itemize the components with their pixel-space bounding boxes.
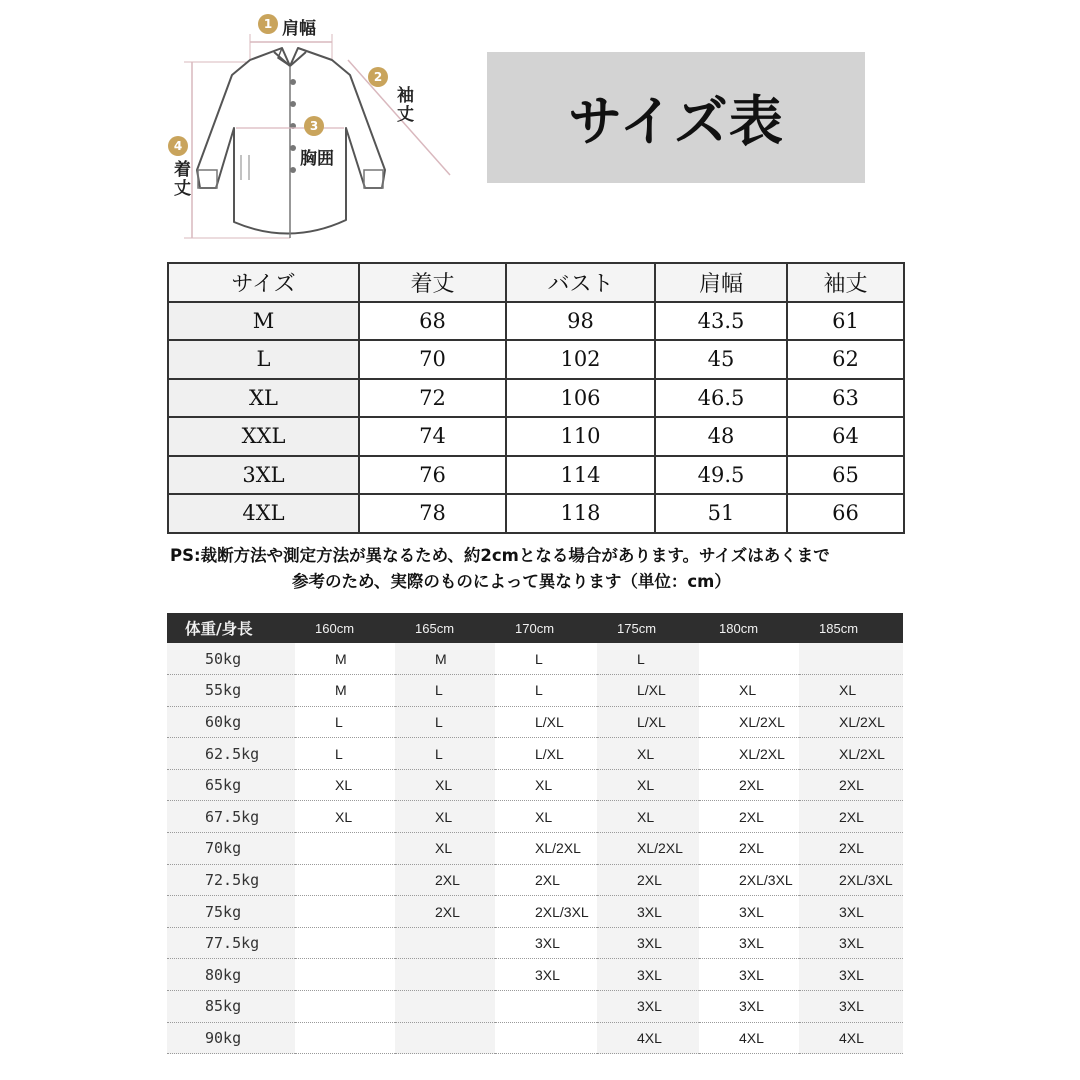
recommended-size-cell: 3XL bbox=[699, 959, 799, 991]
weight-cell: 65kg bbox=[167, 769, 295, 801]
recommended-size-cell: M bbox=[295, 643, 395, 675]
recommended-size-cell: XL/2XL bbox=[597, 833, 699, 865]
recommended-size-cell: 2XL bbox=[699, 833, 799, 865]
recommended-size-cell bbox=[495, 1022, 597, 1054]
header-weight-height: 体重/身長 bbox=[167, 613, 295, 643]
recommended-size-cell bbox=[395, 991, 495, 1023]
measurement-cell: 46.5 bbox=[655, 379, 787, 418]
recommended-size-cell: 2XL bbox=[395, 864, 495, 896]
recommended-size-cell: L bbox=[295, 738, 395, 770]
recommended-size-cell: XL bbox=[799, 675, 903, 707]
label-number-2: 2 bbox=[368, 67, 388, 87]
size-cell: XL bbox=[168, 379, 359, 418]
measurement-cell: 48 bbox=[655, 417, 787, 456]
recommended-size-cell: XL/2XL bbox=[699, 706, 799, 738]
label-length: 着丈 bbox=[170, 160, 190, 198]
weight-height-header-row bbox=[167, 613, 903, 643]
label-number-3: 3 bbox=[304, 116, 324, 136]
weight-height-row bbox=[167, 769, 903, 801]
size-table-row bbox=[168, 340, 904, 379]
weight-height-row bbox=[167, 959, 903, 991]
recommended-size-cell: 3XL bbox=[597, 991, 699, 1023]
recommended-size-cell bbox=[495, 991, 597, 1023]
recommended-size-cell: L/XL bbox=[597, 706, 699, 738]
recommended-size-cell bbox=[295, 927, 395, 959]
weight-cell: 50kg bbox=[167, 643, 295, 675]
recommended-size-cell: 3XL bbox=[597, 927, 699, 959]
recommended-size-cell: M bbox=[295, 675, 395, 707]
header-length: 着丈 bbox=[359, 263, 506, 302]
recommended-size-cell: L/XL bbox=[495, 738, 597, 770]
recommended-size-cell: 3XL bbox=[495, 959, 597, 991]
recommended-size-cell: XL/2XL bbox=[495, 833, 597, 865]
weight-height-row bbox=[167, 864, 903, 896]
size-table-row bbox=[168, 417, 904, 456]
recommended-size-cell: XL bbox=[495, 801, 597, 833]
weight-cell: 72.5kg bbox=[167, 864, 295, 896]
label-number-4: 4 bbox=[168, 136, 188, 156]
size-cell: M bbox=[168, 302, 359, 341]
weight-cell: 75kg bbox=[167, 896, 295, 928]
recommended-size-cell: 2XL/3XL bbox=[699, 864, 799, 896]
weight-height-row bbox=[167, 738, 903, 770]
size-cell: XXL bbox=[168, 417, 359, 456]
size-table bbox=[167, 262, 905, 534]
recommended-size-cell: XL bbox=[395, 801, 495, 833]
recommended-size-cell: 2XL/3XL bbox=[799, 864, 903, 896]
measurement-cell: 65 bbox=[787, 456, 904, 495]
weight-cell: 90kg bbox=[167, 1022, 295, 1054]
weight-height-row bbox=[167, 706, 903, 738]
size-cell: 3XL bbox=[168, 456, 359, 495]
weight-height-row bbox=[167, 927, 903, 959]
weight-cell: 80kg bbox=[167, 959, 295, 991]
measurement-cell: 114 bbox=[506, 456, 655, 495]
measurement-cell: 68 bbox=[359, 302, 506, 341]
weight-cell: 85kg bbox=[167, 991, 295, 1023]
weight-height-table bbox=[167, 613, 903, 1054]
weight-cell: 60kg bbox=[167, 706, 295, 738]
recommended-size-cell bbox=[295, 896, 395, 928]
recommended-size-cell: XL bbox=[597, 769, 699, 801]
weight-height-row bbox=[167, 896, 903, 928]
recommended-size-cell: XL bbox=[597, 801, 699, 833]
recommended-size-cell: 3XL bbox=[799, 927, 903, 959]
recommended-size-cell: XL bbox=[495, 769, 597, 801]
recommended-size-cell: XL bbox=[597, 738, 699, 770]
measurement-cell: 74 bbox=[359, 417, 506, 456]
recommended-size-cell bbox=[395, 1022, 495, 1054]
weight-cell: 55kg bbox=[167, 675, 295, 707]
measurement-cell: 110 bbox=[506, 417, 655, 456]
measurement-cell: 72 bbox=[359, 379, 506, 418]
recommended-size-cell bbox=[295, 833, 395, 865]
recommended-size-cell: XL bbox=[395, 769, 495, 801]
recommended-size-cell: L bbox=[395, 675, 495, 707]
size-table-row bbox=[168, 456, 904, 495]
recommended-size-cell bbox=[395, 959, 495, 991]
recommended-size-cell bbox=[295, 959, 395, 991]
weight-cell: 70kg bbox=[167, 833, 295, 865]
measurement-cell: 62 bbox=[787, 340, 904, 379]
header-size: サイズ bbox=[168, 263, 359, 302]
recommended-size-cell: L bbox=[597, 643, 699, 675]
recommended-size-cell: 3XL bbox=[699, 927, 799, 959]
recommended-size-cell: XL bbox=[395, 833, 495, 865]
weight-height-row bbox=[167, 675, 903, 707]
header-height: 170cm bbox=[495, 613, 597, 643]
recommended-size-cell: 3XL bbox=[597, 959, 699, 991]
recommended-size-cell: XL/2XL bbox=[699, 738, 799, 770]
recommended-size-cell bbox=[395, 927, 495, 959]
recommended-size-cell: 2XL bbox=[799, 833, 903, 865]
measurement-cell: 106 bbox=[506, 379, 655, 418]
recommended-size-cell: L bbox=[395, 706, 495, 738]
measurement-cell: 76 bbox=[359, 456, 506, 495]
header-height: 175cm bbox=[597, 613, 699, 643]
recommended-size-cell: 2XL bbox=[799, 769, 903, 801]
measurement-cell: 102 bbox=[506, 340, 655, 379]
recommended-size-cell: L bbox=[395, 738, 495, 770]
header-height: 180cm bbox=[699, 613, 799, 643]
size-table-row bbox=[168, 494, 904, 533]
recommended-size-cell bbox=[295, 864, 395, 896]
recommended-size-cell: L bbox=[495, 675, 597, 707]
size-cell: 4XL bbox=[168, 494, 359, 533]
measurement-cell: 49.5 bbox=[655, 456, 787, 495]
weight-height-row bbox=[167, 801, 903, 833]
recommended-size-cell: 4XL bbox=[597, 1022, 699, 1054]
measurement-cell: 45 bbox=[655, 340, 787, 379]
weight-cell: 77.5kg bbox=[167, 927, 295, 959]
recommended-size-cell: 3XL bbox=[799, 991, 903, 1023]
recommended-size-cell: XL/2XL bbox=[799, 738, 903, 770]
size-cell: L bbox=[168, 340, 359, 379]
measurement-cell: 78 bbox=[359, 494, 506, 533]
size-table-row bbox=[168, 302, 904, 341]
recommended-size-cell bbox=[699, 643, 799, 675]
recommended-size-cell: 2XL bbox=[395, 896, 495, 928]
label-shoulder-width: 肩幅 bbox=[282, 19, 316, 39]
recommended-size-cell: 3XL bbox=[699, 896, 799, 928]
measurement-cell: 98 bbox=[506, 302, 655, 341]
recommended-size-cell: 2XL bbox=[699, 769, 799, 801]
recommended-size-cell: 3XL bbox=[799, 959, 903, 991]
recommended-size-cell: 2XL bbox=[597, 864, 699, 896]
weight-cell: 62.5kg bbox=[167, 738, 295, 770]
shirt-measurement-diagram bbox=[150, 0, 480, 250]
recommended-size-cell: XL bbox=[699, 675, 799, 707]
header-height: 160cm bbox=[295, 613, 395, 643]
weight-cell: 67.5kg bbox=[167, 801, 295, 833]
recommended-size-cell bbox=[799, 643, 903, 675]
recommended-size-cell bbox=[295, 991, 395, 1023]
weight-height-row bbox=[167, 1022, 903, 1054]
measurement-cell: 118 bbox=[506, 494, 655, 533]
header-sleeve: 袖丈 bbox=[787, 263, 904, 302]
header-bust: バスト bbox=[506, 263, 655, 302]
size-table-header-row bbox=[168, 263, 904, 302]
measurement-cell: 61 bbox=[787, 302, 904, 341]
recommended-size-cell: XL bbox=[295, 769, 395, 801]
recommended-size-cell: 2XL bbox=[699, 801, 799, 833]
recommended-size-cell: 4XL bbox=[699, 1022, 799, 1054]
recommended-size-cell: XL/2XL bbox=[799, 706, 903, 738]
weight-height-row bbox=[167, 991, 903, 1023]
label-sleeve-length: 袖丈 bbox=[393, 86, 413, 124]
recommended-size-cell: 3XL bbox=[597, 896, 699, 928]
note bbox=[170, 543, 910, 595]
header-height: 185cm bbox=[799, 613, 903, 643]
recommended-size-cell: M bbox=[395, 643, 495, 675]
note-line-1: PS:裁断方法や測定方法が異なるため、約2cmとなる場合があります。サイズはあくまで bbox=[170, 546, 830, 565]
size-table-row bbox=[168, 379, 904, 418]
measurement-cell: 64 bbox=[787, 417, 904, 456]
recommended-size-cell: 3XL bbox=[699, 991, 799, 1023]
recommended-size-cell: 3XL bbox=[799, 896, 903, 928]
weight-height-row bbox=[167, 643, 903, 675]
recommended-size-cell: L/XL bbox=[597, 675, 699, 707]
measurement-cell: 63 bbox=[787, 379, 904, 418]
measurement-cell: 43.5 bbox=[655, 302, 787, 341]
measurement-cell: 70 bbox=[359, 340, 506, 379]
recommended-size-cell: XL bbox=[295, 801, 395, 833]
recommended-size-cell: L/XL bbox=[495, 706, 597, 738]
weight-height-row bbox=[167, 833, 903, 865]
recommended-size-cell: 3XL bbox=[495, 927, 597, 959]
label-chest: 胸囲 bbox=[300, 149, 334, 169]
title-box bbox=[487, 52, 865, 183]
header-shoulder: 肩幅 bbox=[655, 263, 787, 302]
recommended-size-cell: 2XL/3XL bbox=[495, 896, 597, 928]
recommended-size-cell: 2XL bbox=[799, 801, 903, 833]
recommended-size-cell: L bbox=[295, 706, 395, 738]
recommended-size-cell: 4XL bbox=[799, 1022, 903, 1054]
label-number-1: 1 bbox=[258, 14, 278, 34]
page-title: サイズ表 bbox=[568, 90, 784, 153]
recommended-size-cell: L bbox=[495, 643, 597, 675]
note-line-2: 参考のため、実際のものによって異なります（単位：cm） bbox=[292, 572, 731, 591]
recommended-size-cell bbox=[295, 1022, 395, 1054]
recommended-size-cell: 2XL bbox=[495, 864, 597, 896]
measurement-cell: 66 bbox=[787, 494, 904, 533]
header-height: 165cm bbox=[395, 613, 495, 643]
measurement-cell: 51 bbox=[655, 494, 787, 533]
